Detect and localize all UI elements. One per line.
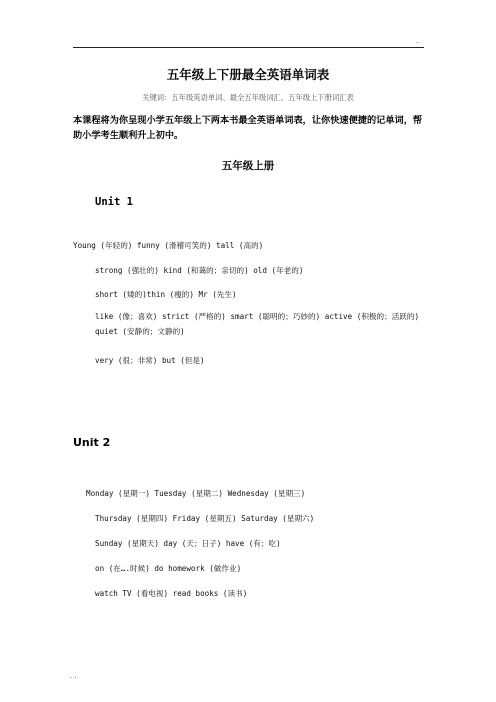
document-title: 五年级上下册最全英语单词表 [166, 67, 330, 82]
unit-1-heading: Unit 1 [95, 196, 133, 208]
section-title: 五年级上册 [221, 160, 275, 172]
unit-1-line: strong (强壮的) kind (和蔼的；亲切的) old (年老的) [95, 266, 304, 275]
unit-2-line: Sunday (星期天) day (天；日子) have (有；吃) [95, 539, 281, 548]
unit-1-line: very (很；非常) but (但是) [95, 356, 205, 365]
unit-1-line: Young (年轻的) funny (滑稽可笑的) tall (高的) [73, 241, 264, 250]
unit-1-line: like (像；喜欢) strict (严格的) smart (聪明的；巧妙的) active (积极的；活跃的) quiet (安静的；文静的) [95, 312, 420, 336]
unit-2-line: Monday (星期一) Tuesday (星期二) Wednesday (星期三) [86, 489, 306, 498]
header-mark: .. [416, 38, 420, 45]
footer-mark: . . [70, 672, 77, 680]
unit-2-heading: Unit 2 [73, 436, 111, 449]
unit-2-line: on (在….时候) do homework (做作业) [95, 564, 242, 573]
header-rule [73, 47, 424, 48]
unit-2-line: watch TV (看电视) read books (读书) [95, 589, 248, 598]
unit-2-line: Thursday (星期四) Friday (星期五) Saturday (星期六) [95, 514, 315, 523]
intro-paragraph: 本课程将为你呈现小学五年级上下两本书最全英语单词表，让你快速便捷的记单词，帮助小学考生顺利升上初中。 [73, 115, 423, 141]
keywords-line: 关键词：五年级英语单词、最全五年级词汇、五年级上下册词汇表 [142, 93, 354, 102]
unit-1-line: short (矮的)thin (瘦的) Mr (先生) [95, 290, 237, 299]
